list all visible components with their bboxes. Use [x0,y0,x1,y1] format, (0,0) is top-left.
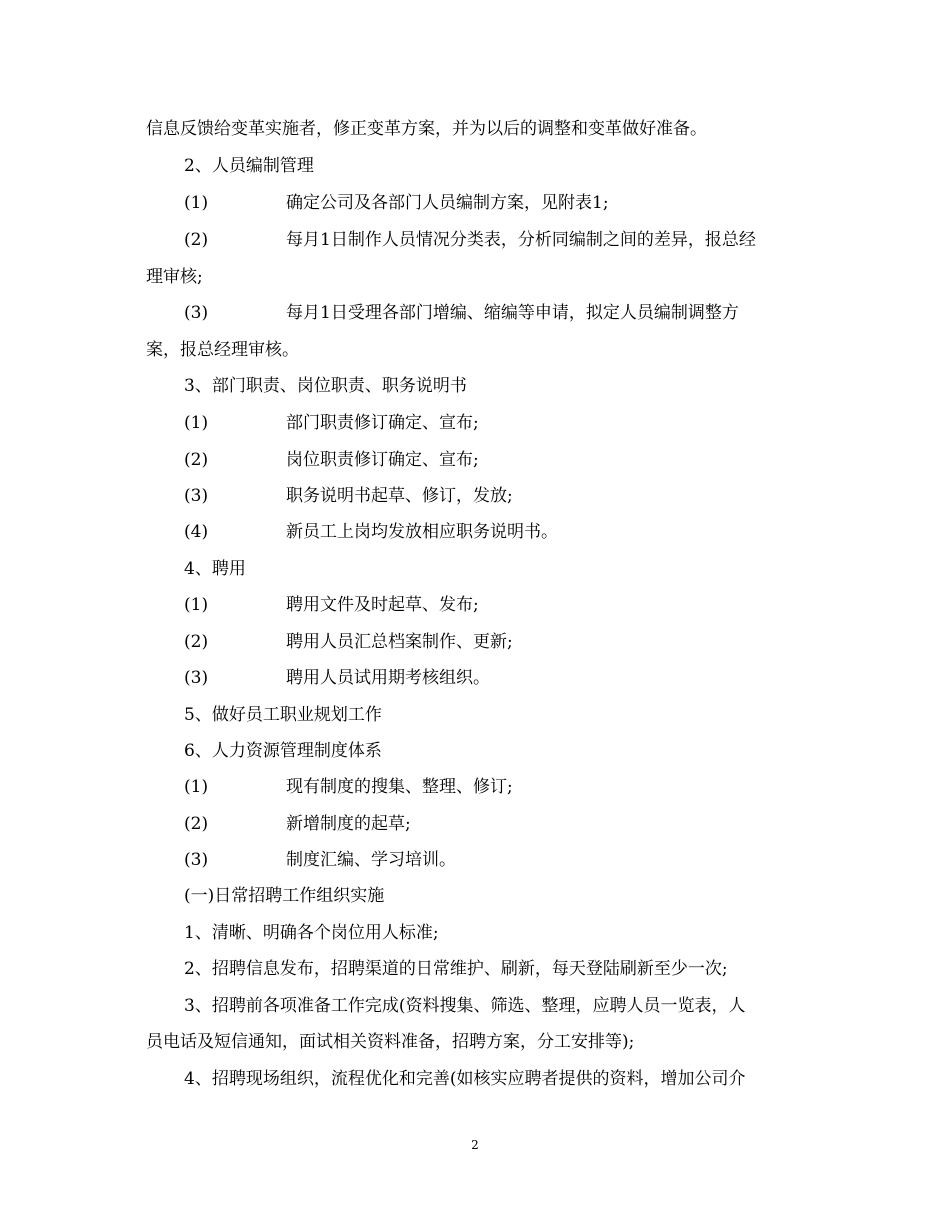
list-item-number: (3) [184,303,209,323]
list-item-text: 新增制度的起草; [286,814,411,834]
section-heading: 6、人力资源管理制度体系 [184,741,382,761]
list-item-number: (1) [184,777,209,797]
section-heading: (一)日常招聘工作组织实施 [184,886,385,906]
list-item-text: 聘用文件及时起草、发布; [286,595,479,615]
list-item-text: 每月1日受理各部门增编、缩编等申请，拟定人员编制调整方 [286,303,739,323]
section-heading: 5、做好员工职业规划工作 [184,705,382,725]
list-item-text: 每月1日制作人员情况分类表，分析同编制之间的差异，报总经 [286,230,756,250]
list-item-number: (2) [184,814,209,834]
list-item-continuation: 理审核; [146,267,203,287]
list-item-number: (2) [184,450,209,470]
section-heading: 2、人员编制管理 [184,156,314,176]
list-item-text: 新员工上岗均发放相应职务说明书。 [286,522,558,542]
list-item-text: 聘用人员试用期考核组织。 [286,668,490,688]
list-item-number: (2) [184,632,209,652]
paragraph-text: 3、招聘前各项准备工作完成(资料搜集、筛选、整理，应聘人员一览表，人 [184,996,746,1016]
list-item-text: 确定公司及各部门人员编制方案，见附表1; [286,193,609,213]
paragraph-text: 1、清晰、明确各个岗位用人标准; [184,923,439,943]
section-heading: 3、部门职责、岗位职责、职务说明书 [184,376,467,396]
list-item-number: (2) [184,230,209,250]
list-item-text: 制度汇编、学习培训。 [286,850,456,870]
list-item-number: (3) [184,668,209,688]
list-item-number: (3) [184,486,209,506]
list-item-number: (1) [184,595,209,615]
list-item-number: (1) [184,413,209,433]
list-item-number: (4) [184,522,209,542]
list-item-text: 职务说明书起草、修订，发放; [286,486,513,506]
paragraph-text: 2、招聘信息发布，招聘渠道的日常维护、刷新，每天登陆刷新至少一次; [184,959,728,979]
section-heading: 4、聘用 [184,559,246,579]
paragraph-text: 信息反馈给变革实施者，修正变革方案，并为以后的调整和变革做好准备。 [146,119,707,139]
list-item-text: 聘用人员汇总档案制作、更新; [286,632,513,652]
list-item-text: 现有制度的搜集、整理、修订; [286,777,513,797]
paragraph-continuation: 员电话及短信通知，面试相关资料准备，招聘方案，分工安排等); [146,1032,635,1052]
page-number: 2 [471,1138,479,1152]
paragraph-text: 4、招聘现场组织，流程优化和完善(如核实应聘者提供的资料，增加公司介 [184,1069,746,1089]
list-item-continuation: 案，报总经理审核。 [146,340,299,360]
list-item-number: (1) [184,193,209,213]
list-item-number: (3) [184,850,209,870]
list-item-text: 岗位职责修订确定、宣布; [286,450,479,470]
list-item-text: 部门职责修订确定、宣布; [286,413,479,433]
